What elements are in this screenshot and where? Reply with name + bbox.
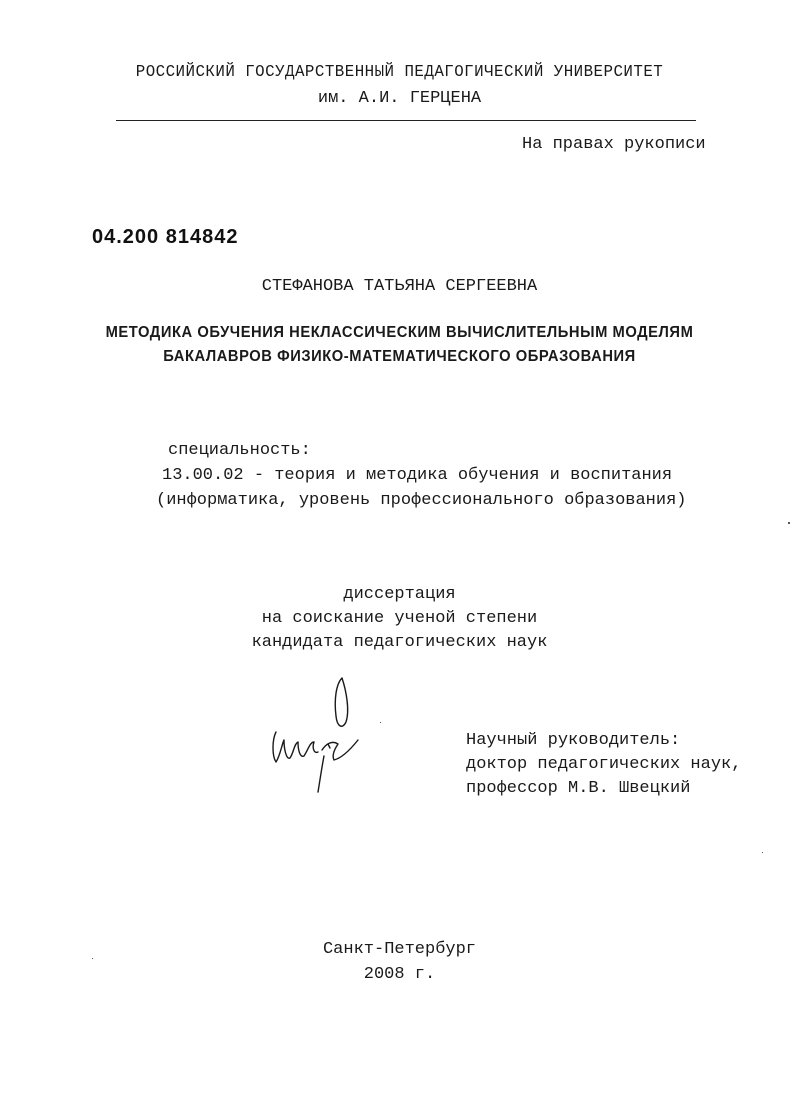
- registration-number: [92, 226, 238, 249]
- registration-number-text: 04.200 814842: [92, 226, 239, 248]
- scan-speck: [380, 722, 381, 723]
- supervisor-degree: доктор педагогических наук,: [466, 755, 742, 774]
- degree-field: кандидата педагогических наук: [251, 633, 548, 652]
- dissertation-title-line-2: БАКАЛАВРОВ ФИЗИКО-МАТЕМАТИЧЕСКОГО ОБРАЗОВАНИЯ: [163, 348, 636, 365]
- specialty-detail: (информатика, уровень профессионального образования): [156, 491, 687, 510]
- manuscript-note: На правах рукописи: [522, 135, 706, 154]
- scan-speck: [788, 522, 790, 524]
- university-name-suffix: им. А.И. ГЕРЦЕНА: [317, 89, 482, 108]
- specialty-code: 13.00.02 - теория и методика обучения и воспитания: [162, 466, 673, 485]
- supervisor-name: профессор М.В. Швецкий: [466, 779, 691, 798]
- author-signature: [262, 670, 372, 800]
- university-name: РОССИЙСКИЙ ГОСУДАРСТВЕННЫЙ ПЕДАГОГИЧЕСКИЙ УНИВЕРСИТЕТ: [135, 63, 664, 82]
- scan-speck: [92, 958, 93, 959]
- header-divider: [116, 120, 696, 121]
- city: Санкт-Петербург: [322, 940, 477, 959]
- degree-purpose: на соискание ученой степени: [261, 609, 538, 628]
- dissertation-title-line-1: МЕТОДИКА ОБУЧЕНИЯ НЕКЛАССИЧЕСКИМ ВЫЧИСЛИТЕЛЬНЫМ МОДЕЛЯМ: [105, 324, 694, 341]
- scan-speck: [762, 852, 763, 853]
- supervisor-label: Научный руководитель:: [466, 731, 681, 750]
- author-name: СТЕФАНОВА ТАТЬЯНА СЕРГЕЕВНА: [261, 277, 538, 296]
- specialty-label: специальность:: [168, 441, 311, 460]
- degree-type: диссертация: [343, 585, 456, 604]
- year: 2008 г.: [363, 965, 436, 984]
